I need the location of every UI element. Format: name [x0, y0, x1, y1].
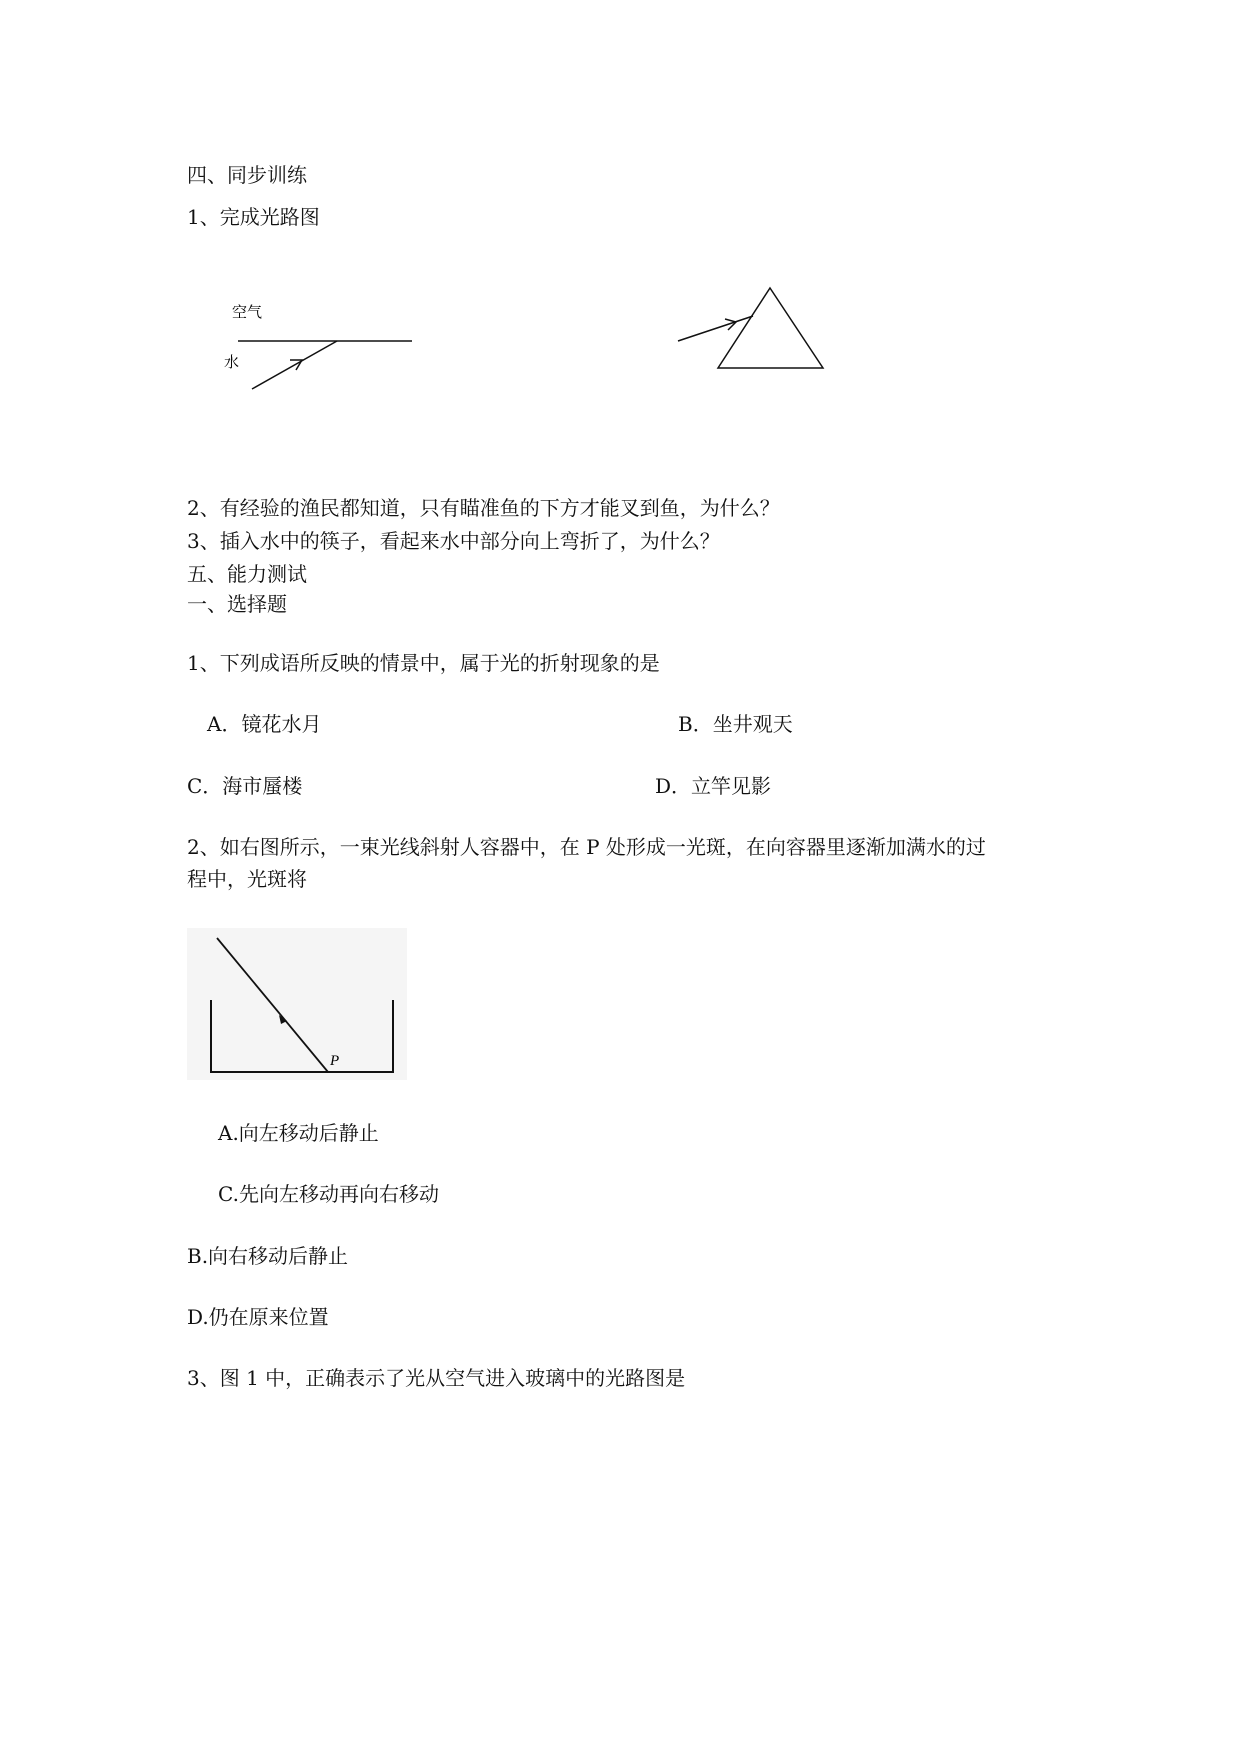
option-d-q2: D.仍在原来位置 — [187, 1305, 329, 1329]
figure-air-water-interface — [215, 290, 455, 410]
test-question-2-line2: 程中，光斑将 — [187, 867, 307, 891]
label-water: 水 — [224, 353, 240, 371]
point-p-label: P — [330, 1053, 340, 1069]
option-a-q2: A.向左移动后静止 — [218, 1121, 379, 1145]
figure-container — [187, 928, 407, 1080]
section-heading-multiple-choice: 一、选择题 — [187, 592, 287, 616]
test-question-3: 3、图 1 中，正确表示了光从空气进入玻璃中的光路图是 — [187, 1366, 686, 1390]
option-c: C．海市蜃楼 — [187, 774, 303, 798]
option-d: D．立竿见影 — [655, 774, 772, 798]
question-sync-2: 2、有经验的渔民都知道，只有瞄准鱼的下方才能叉到鱼，为什么？ — [187, 496, 780, 520]
figure-prism — [678, 280, 848, 390]
prism-triangle — [718, 288, 823, 368]
option-b-q2: B.向右移动后静止 — [187, 1244, 349, 1268]
option-b: B．坐井观天 — [678, 712, 793, 736]
option-a: A．镜花水月 — [207, 712, 322, 736]
option-c-q2: C.先向左移动再向右移动 — [218, 1182, 439, 1206]
section-heading-ability-test: 五、能力测试 — [187, 562, 307, 586]
question-sync-3: 3、插入水中的筷子，看起来水中部分向上弯折了，为什么？ — [187, 529, 720, 553]
figure-background — [187, 928, 407, 1080]
test-question-2-line1: 2、如右图所示，一束光线斜射人容器中，在 P 处形成一光斑，在向容器里逐渐加满水的过 — [187, 835, 986, 859]
label-air: 空气 — [232, 303, 263, 321]
section-heading-sync-training: 四、同步训练 — [187, 163, 307, 187]
test-question-1: 1、下列成语所反映的情景中，属于光的折射现象的是 — [187, 651, 660, 675]
question-sync-1: 1、完成光路图 — [187, 205, 320, 229]
incident-ray — [252, 341, 337, 389]
incident-ray-prism — [678, 316, 753, 341]
